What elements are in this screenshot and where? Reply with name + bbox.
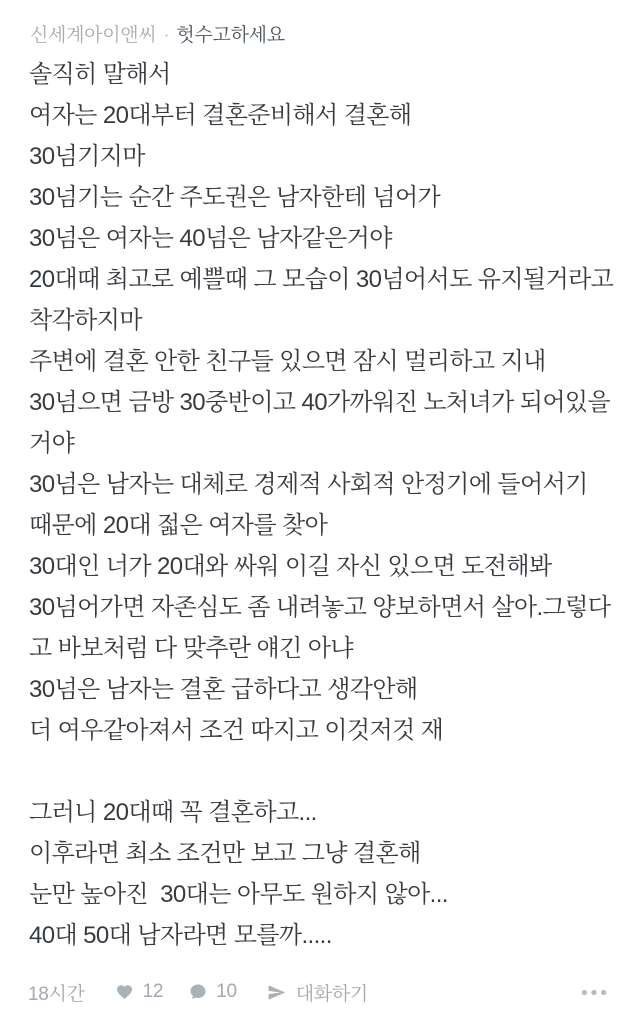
ellipsis-icon bbox=[580, 989, 608, 996]
header-separator-dot: · bbox=[163, 25, 170, 46]
post-body bbox=[29, 54, 630, 956]
post-text-line: 여자는 20대부터 결혼준비해서 결혼해 bbox=[29, 102, 412, 129]
post-text-line: 고 바보처럼 다 맞추란 얘긴 아냐 bbox=[29, 635, 353, 662]
post-text-line: 그러니 20대때 꼭 결혼하고... bbox=[29, 799, 317, 826]
post-footer bbox=[28, 976, 608, 1008]
post-text-line bbox=[29, 751, 630, 792]
comment-bubble-icon bbox=[189, 983, 207, 1001]
post-text-line: 눈만 높아진 30대는 아무도 원하지 않아... bbox=[29, 881, 448, 908]
chat-button[interactable] bbox=[267, 979, 368, 1006]
chat-button-label: 대화하기 bbox=[295, 983, 368, 1005]
post-text-line: 30넘기는 순간 주도권은 남자한테 넘어가 bbox=[29, 184, 441, 211]
comment-count: 10 bbox=[216, 981, 237, 1002]
post-text-line: 30넘어가면 자존심도 좀 내려놓고 양보하면서 살아.그렇다 bbox=[29, 594, 611, 621]
post-text-line: 거야 bbox=[29, 430, 75, 457]
post-text-line: 30대인 너가 20대와 싸워 이길 자신 있으면 도전해봐 bbox=[29, 553, 552, 580]
post-text-line: 30넘은 여자는 40넘은 남자같은거야 bbox=[29, 225, 392, 252]
paper-plane-icon bbox=[267, 983, 286, 1002]
heart-icon bbox=[115, 983, 134, 1001]
post-text-line: 30넘은 남자는 결혼 급하다고 생각안해 bbox=[29, 676, 418, 703]
post-text-line: 이후라면 최소 조건만 보고 그냥 결혼해 bbox=[29, 840, 421, 867]
more-options-button[interactable] bbox=[580, 989, 608, 996]
post-text-line: 30넘으면 금방 30중반이고 40가까워진 노처녀가 되어있을 bbox=[29, 389, 611, 416]
post-text-line: 30넘은 남자는 대체로 경제적 사회적 안정기에 들어서기 bbox=[29, 471, 588, 498]
post-text-line: 40대 50대 남자라면 모를까..... bbox=[29, 922, 332, 949]
company-name[interactable]: 신세계아이앤씨 bbox=[30, 25, 157, 46]
post-text-line: 주변에 결혼 안한 친구들 있으면 잠시 멀리하고 지내 bbox=[29, 348, 546, 375]
post-text-line: 착각하지마 bbox=[29, 307, 142, 334]
post-text-line: 솔직히 말해서 bbox=[29, 61, 171, 88]
post-text-line: 20대때 최고로 예쁠때 그 모습이 30넘어서도 유지될거라고 bbox=[29, 266, 614, 293]
post-timestamp: 18시간 bbox=[28, 983, 85, 1005]
post-text-line: 때문에 20대 젋은 여자를 찾아 bbox=[29, 512, 328, 539]
comment-button[interactable] bbox=[189, 981, 237, 1003]
like-button[interactable] bbox=[115, 981, 164, 1003]
post-text-line: 30넘기지마 bbox=[29, 143, 145, 170]
post-header bbox=[30, 20, 624, 47]
like-count: 12 bbox=[142, 981, 164, 1002]
username[interactable]: 헛수고하세요 bbox=[176, 25, 285, 46]
post-text-line: 더 여우같아져서 조건 따지고 이것저것 재 bbox=[29, 717, 444, 744]
